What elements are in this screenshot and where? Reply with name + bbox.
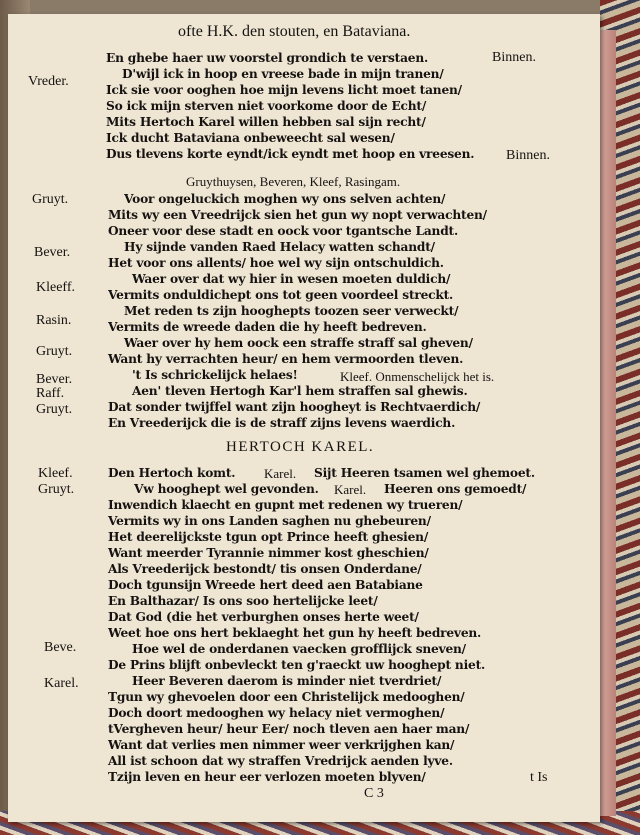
verse-line: Als Vreederijck bestondt/ tis onsen Onderdane/ xyxy=(108,562,422,576)
verse-line: Het voor ons allents/ hoe wel wy sijn ontschuldich. xyxy=(108,256,444,270)
speaker-gruyt: Gruyt. xyxy=(36,344,73,359)
speaker-kleef: Kleef. xyxy=(38,466,73,481)
verse-line: De Prins blijft onbevleckt ten g'raeckt uw hooghept niet. xyxy=(108,658,486,672)
verse-line: Met reden ts zijn hooghepts toozen seer verweckt/ xyxy=(124,304,459,318)
verse-line: Doch doort medooghen wy helacy niet vermoghen/ xyxy=(108,706,445,720)
verse-line: Inwendich klaecht en gupnt met redenen wy trueren/ xyxy=(108,498,463,512)
speaker-gruyt: Gruyt. xyxy=(36,402,73,417)
stage-direction-binnen: Binnen. xyxy=(492,50,536,65)
verse-line: Vermits onduldichept ons tot geen voordeel streckt. xyxy=(108,288,454,302)
speaker-beve: Beve. xyxy=(44,640,77,655)
inline-speaker: Karel. xyxy=(264,466,297,481)
verse-line: Mits wy een Vreedrijck sien het gun wy nopt verwachten/ xyxy=(108,208,487,222)
verse-line: Ick ducht Bataviana onbeweecht sal wesen/ xyxy=(106,131,395,145)
verse-line: All ist schoon dat wy straffen Vredrijck aenden lyve. xyxy=(108,754,453,768)
verse-line: Vw hooghept wel gevonden. xyxy=(134,482,319,496)
verse-line: Het deerelijckste tgun opt Prince heeft ghesien/ xyxy=(108,530,429,544)
speaker-rasin: Rasin. xyxy=(36,313,72,328)
verse-line: Want hy verrachten heur/ en hem vermoorden tleven. xyxy=(108,352,464,366)
verse-line: Sijt Heeren tsamen wel ghemoet. xyxy=(314,466,535,480)
verse-line: Heeren ons gemoedt/ xyxy=(384,482,527,496)
verse-line: Tzijn leven en heur eer verlozen moeten blyven/ xyxy=(108,770,426,784)
verse-line: Aen' tleven Hertogh Kar'l hem straffen sal ghewis. xyxy=(132,384,468,398)
stage-direction-binnen: Binnen. xyxy=(506,148,550,163)
scene-heading: Gruythuysen, Beveren, Kleef, Rasingam. xyxy=(186,174,401,189)
speaker-vreder: Vreder. xyxy=(28,74,69,89)
speaker-gruyt: Gruyt. xyxy=(32,192,69,207)
verse-line: Den Hertoch komt. xyxy=(108,466,236,480)
verse-line: Waer over dat wy hier in wesen moeten duldich/ xyxy=(132,272,451,286)
speaker-karel: Karel. xyxy=(44,676,79,691)
verse-line: So ick mijn sterven niet voorkome door de Echt/ xyxy=(106,99,427,113)
verse-line: Hoe wel de onderdanen vaecken grofflijck sneven/ xyxy=(132,642,466,656)
inline-speaker-line: Kleef. Onmenschelijck het is. xyxy=(340,369,495,384)
verse-line: Dat sonder twijffel want zijn hoogheyt is Rechtvaerdich/ xyxy=(108,400,481,414)
verse-line: Vermits de wreede daden die hy heeft bedreven. xyxy=(108,320,427,334)
speaker-kleeff: Kleeff. xyxy=(36,280,75,295)
signature-mark: C 3 xyxy=(364,786,384,801)
book-page xyxy=(8,14,600,822)
verse-line: Want dat verlies men nimmer weer verkrijghen kan/ xyxy=(108,738,455,752)
catchword: t Is xyxy=(530,770,548,785)
page-fore-edge xyxy=(600,30,616,816)
speaker-raff: Raff. xyxy=(36,386,65,401)
verse-line: Heer Beveren daerom is minder niet tverdriet/ xyxy=(132,674,442,688)
speaker-bever: Bever. xyxy=(36,372,73,387)
speaker-bever: Bever. xyxy=(34,245,71,260)
speaker-gruyt: Gruyt. xyxy=(38,482,75,497)
verse-line: Ick sie voor ooghen hoe mijn levens licht moet tanen/ xyxy=(106,83,462,97)
verse-line: En Vreederijck die is de straff zijns levens waerdich. xyxy=(108,416,456,430)
verse-line: Weet hoe ons hert beklaeght het gun hy heeft bedreven. xyxy=(108,626,482,640)
verse-line: Doch tgunsijn Wreede hert deed aen Batabiane xyxy=(108,578,423,592)
verse-line: En Balthazar/ Is ons soo hertelijcke leet/ xyxy=(108,594,378,608)
verse-line: D'wijl ick in hoop en vreese bade in mijn tranen/ xyxy=(122,67,444,81)
verse-line: 't Is schrickelijck helaes! xyxy=(132,368,298,382)
verse-line: Oneer voor dese stadt en oock voor tgantsche Landt. xyxy=(108,224,458,238)
verse-line: Want meerder Tyrannie nimmer kost gheschien/ xyxy=(108,546,429,560)
verse-line: Hy sijnde vanden Raed Helacy watten schandt/ xyxy=(124,240,435,254)
verse-line: Vermits wy in ons Landen saghen nu ghebeuren/ xyxy=(108,514,431,528)
verse-line: Dat God (die het verburghen onses herte weet/ xyxy=(108,610,419,624)
verse-line: tVergheven heur/ heur Eer/ noch tleven aen haer man/ xyxy=(108,722,470,736)
verse-line: Mits Hertoch Karel willen hebben sal sijn recht/ xyxy=(106,115,426,129)
verse-line: Voor ongeluckich moghen wy ons selven achten/ xyxy=(124,192,446,206)
inline-speaker: Karel. xyxy=(334,482,367,497)
running-head: ofte H.K. den stouten, en Bataviana. xyxy=(178,23,411,40)
verse-line: Waer over hy hem oock een straffe straff sal gheven/ xyxy=(124,336,473,350)
verse-line: Dus tlevens korte eyndt/ick eyndt met hoop en vreesen. xyxy=(106,147,475,161)
verse-line: Tgun wy ghevoelen door een Christelijck medooghen/ xyxy=(108,690,465,704)
section-title: HERTOCH KAREL. xyxy=(226,439,375,455)
verse-line: En ghebe haer uw voorstel grondich te verstaen. xyxy=(106,51,429,65)
